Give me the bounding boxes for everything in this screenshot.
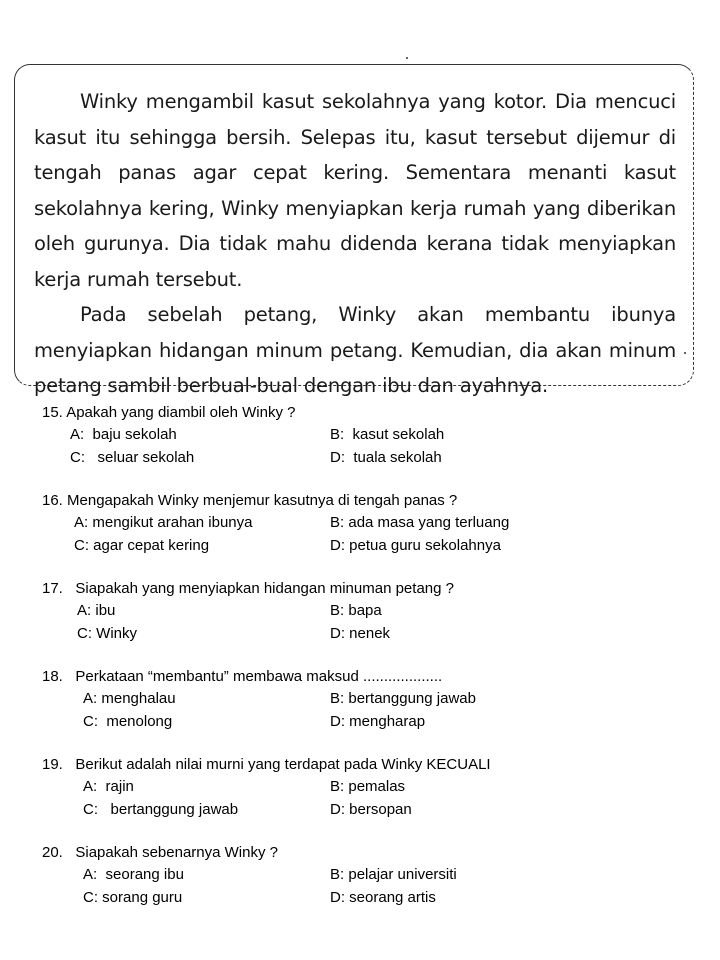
option-d (330, 887, 436, 909)
option-text: bersopan (349, 801, 412, 818)
option-b (330, 776, 405, 798)
option-a (83, 864, 184, 886)
option-text: rajin (105, 778, 134, 795)
option-letter: D: (330, 713, 345, 730)
option-letter: D: (330, 801, 345, 818)
question-text: Siapakah yang menyiapkan hidangan minuman petang ? (75, 580, 454, 597)
option-letter: A: (77, 602, 92, 619)
option-text: pemalas (348, 778, 406, 795)
option-letter: D: (330, 625, 345, 642)
question-19 (42, 754, 682, 821)
option-letter: B: (330, 866, 345, 883)
option-a (83, 688, 176, 710)
option-text: pelajar universiti (348, 866, 457, 883)
passage-text (34, 84, 676, 404)
option-text: tuala sekolah (353, 449, 442, 466)
option-letter: D: (330, 537, 345, 554)
option-text: sorang guru (102, 889, 183, 906)
question-stem (42, 842, 682, 864)
question-stem (42, 754, 682, 776)
option-letter: D: (330, 889, 345, 906)
option-letter: A: (74, 514, 89, 531)
option-grid (42, 600, 682, 645)
option-letter: A: (83, 866, 98, 883)
option-letter: C: (83, 801, 98, 818)
option-letter: C: (83, 889, 98, 906)
question-text: Perkataan “membantu” membawa maksud ................... (75, 668, 443, 685)
option-d (330, 535, 501, 557)
question-list (42, 402, 682, 930)
option-letter: B: (330, 514, 345, 531)
option-c (83, 799, 238, 821)
option-text: menghalau (101, 690, 176, 707)
option-letter: B: (330, 426, 345, 443)
question-16 (42, 490, 682, 557)
option-letter: C: (70, 449, 85, 466)
question-number: 20. (42, 844, 63, 861)
question-text: Mengapakah Winky menjemur kasutnya di tengah panas ? (67, 492, 458, 509)
option-text: bertanggung jawab (110, 801, 239, 818)
option-text: petua guru sekolahnya (349, 537, 501, 554)
option-text: kasut sekolah (352, 426, 445, 443)
question-text: Apakah yang diambil oleh Winky ? (66, 404, 296, 421)
option-grid (42, 512, 682, 557)
option-letter: C: (74, 537, 89, 554)
option-d (330, 799, 412, 821)
option-text: seorang artis (349, 889, 436, 906)
option-letter: B: (330, 690, 345, 707)
option-letter: C: (83, 713, 98, 730)
option-letter: A: (70, 426, 85, 443)
option-b (330, 424, 444, 446)
passage-paragraph-1: Winky mengambil kasut sekolahnya yang kotor. Dia mencuci kasut itu sehingga bersih. Selepas itu, kasut tersebut dijemur di tengah panas agar cepat kering. Sementara menanti kasut sekolahnya kering, Winky menyiapkan kerja rumah yang diberikan oleh gurunya. Dia tidak mahu didenda kerana tidak menyiapkan kerja rumah tersebut. (34, 90, 676, 291)
option-text: nenek (349, 625, 391, 642)
option-grid (42, 424, 682, 469)
option-grid (42, 688, 682, 733)
option-text: agar cepat kering (93, 537, 210, 554)
option-text: baju sekolah (92, 426, 177, 443)
question-number: 19. (42, 756, 63, 773)
option-grid (42, 864, 682, 909)
question-number: 16. (42, 492, 63, 509)
question-number: 18. (42, 668, 63, 685)
question-number: 15. (42, 404, 63, 421)
option-grid (42, 776, 682, 821)
option-d (330, 711, 425, 733)
option-b (330, 512, 509, 534)
question-text: Berikut adalah nilai murni yang terdapat pada Winky KECUALI (75, 756, 491, 773)
question-number: 17. (42, 580, 63, 597)
option-letter: B: (330, 778, 345, 795)
option-text: seluar sekolah (97, 449, 195, 466)
option-b (330, 688, 476, 710)
question-15 (42, 402, 682, 469)
option-text: bapa (348, 602, 382, 619)
option-d (330, 623, 390, 645)
option-c (83, 887, 182, 909)
option-a (74, 512, 252, 534)
option-text: ibu (95, 602, 116, 619)
question-20 (42, 842, 682, 909)
option-text: mengikut arahan ibunya (92, 514, 253, 531)
question-17 (42, 578, 682, 645)
option-letter: C: (77, 625, 92, 642)
option-letter: A: (83, 778, 98, 795)
option-text: bertanggung jawab (348, 690, 476, 707)
question-stem (42, 666, 682, 688)
option-letter: B: (330, 602, 345, 619)
passage-paragraph-2: Pada sebelah petang, Winky akan membantu ibunya menyiapkan hidangan minum petang. Kemudian, dia akan minum petang sambil berbual-bual dengan ibu dan ayahnya. (34, 303, 676, 397)
option-a (77, 600, 115, 622)
option-text: ada masa yang terluang (348, 514, 510, 531)
question-stem (42, 578, 682, 600)
option-a (70, 424, 177, 446)
question-18 (42, 666, 682, 733)
option-c (70, 447, 194, 469)
option-c (77, 623, 137, 645)
scan-speck (406, 57, 408, 59)
question-text: Siapakah sebenarnya Winky ? (75, 844, 278, 861)
option-d (330, 447, 442, 469)
question-stem (42, 402, 682, 424)
option-c (83, 711, 172, 733)
option-letter: A: (83, 690, 98, 707)
option-text: mengharap (349, 713, 426, 730)
option-text: seorang ibu (105, 866, 184, 883)
option-text: menolong (106, 713, 173, 730)
option-text: Winky (96, 625, 138, 642)
option-letter: D: (330, 449, 345, 466)
option-a (83, 776, 134, 798)
option-b (330, 600, 382, 622)
question-stem (42, 490, 682, 512)
option-b (330, 864, 457, 886)
option-c (74, 535, 209, 557)
